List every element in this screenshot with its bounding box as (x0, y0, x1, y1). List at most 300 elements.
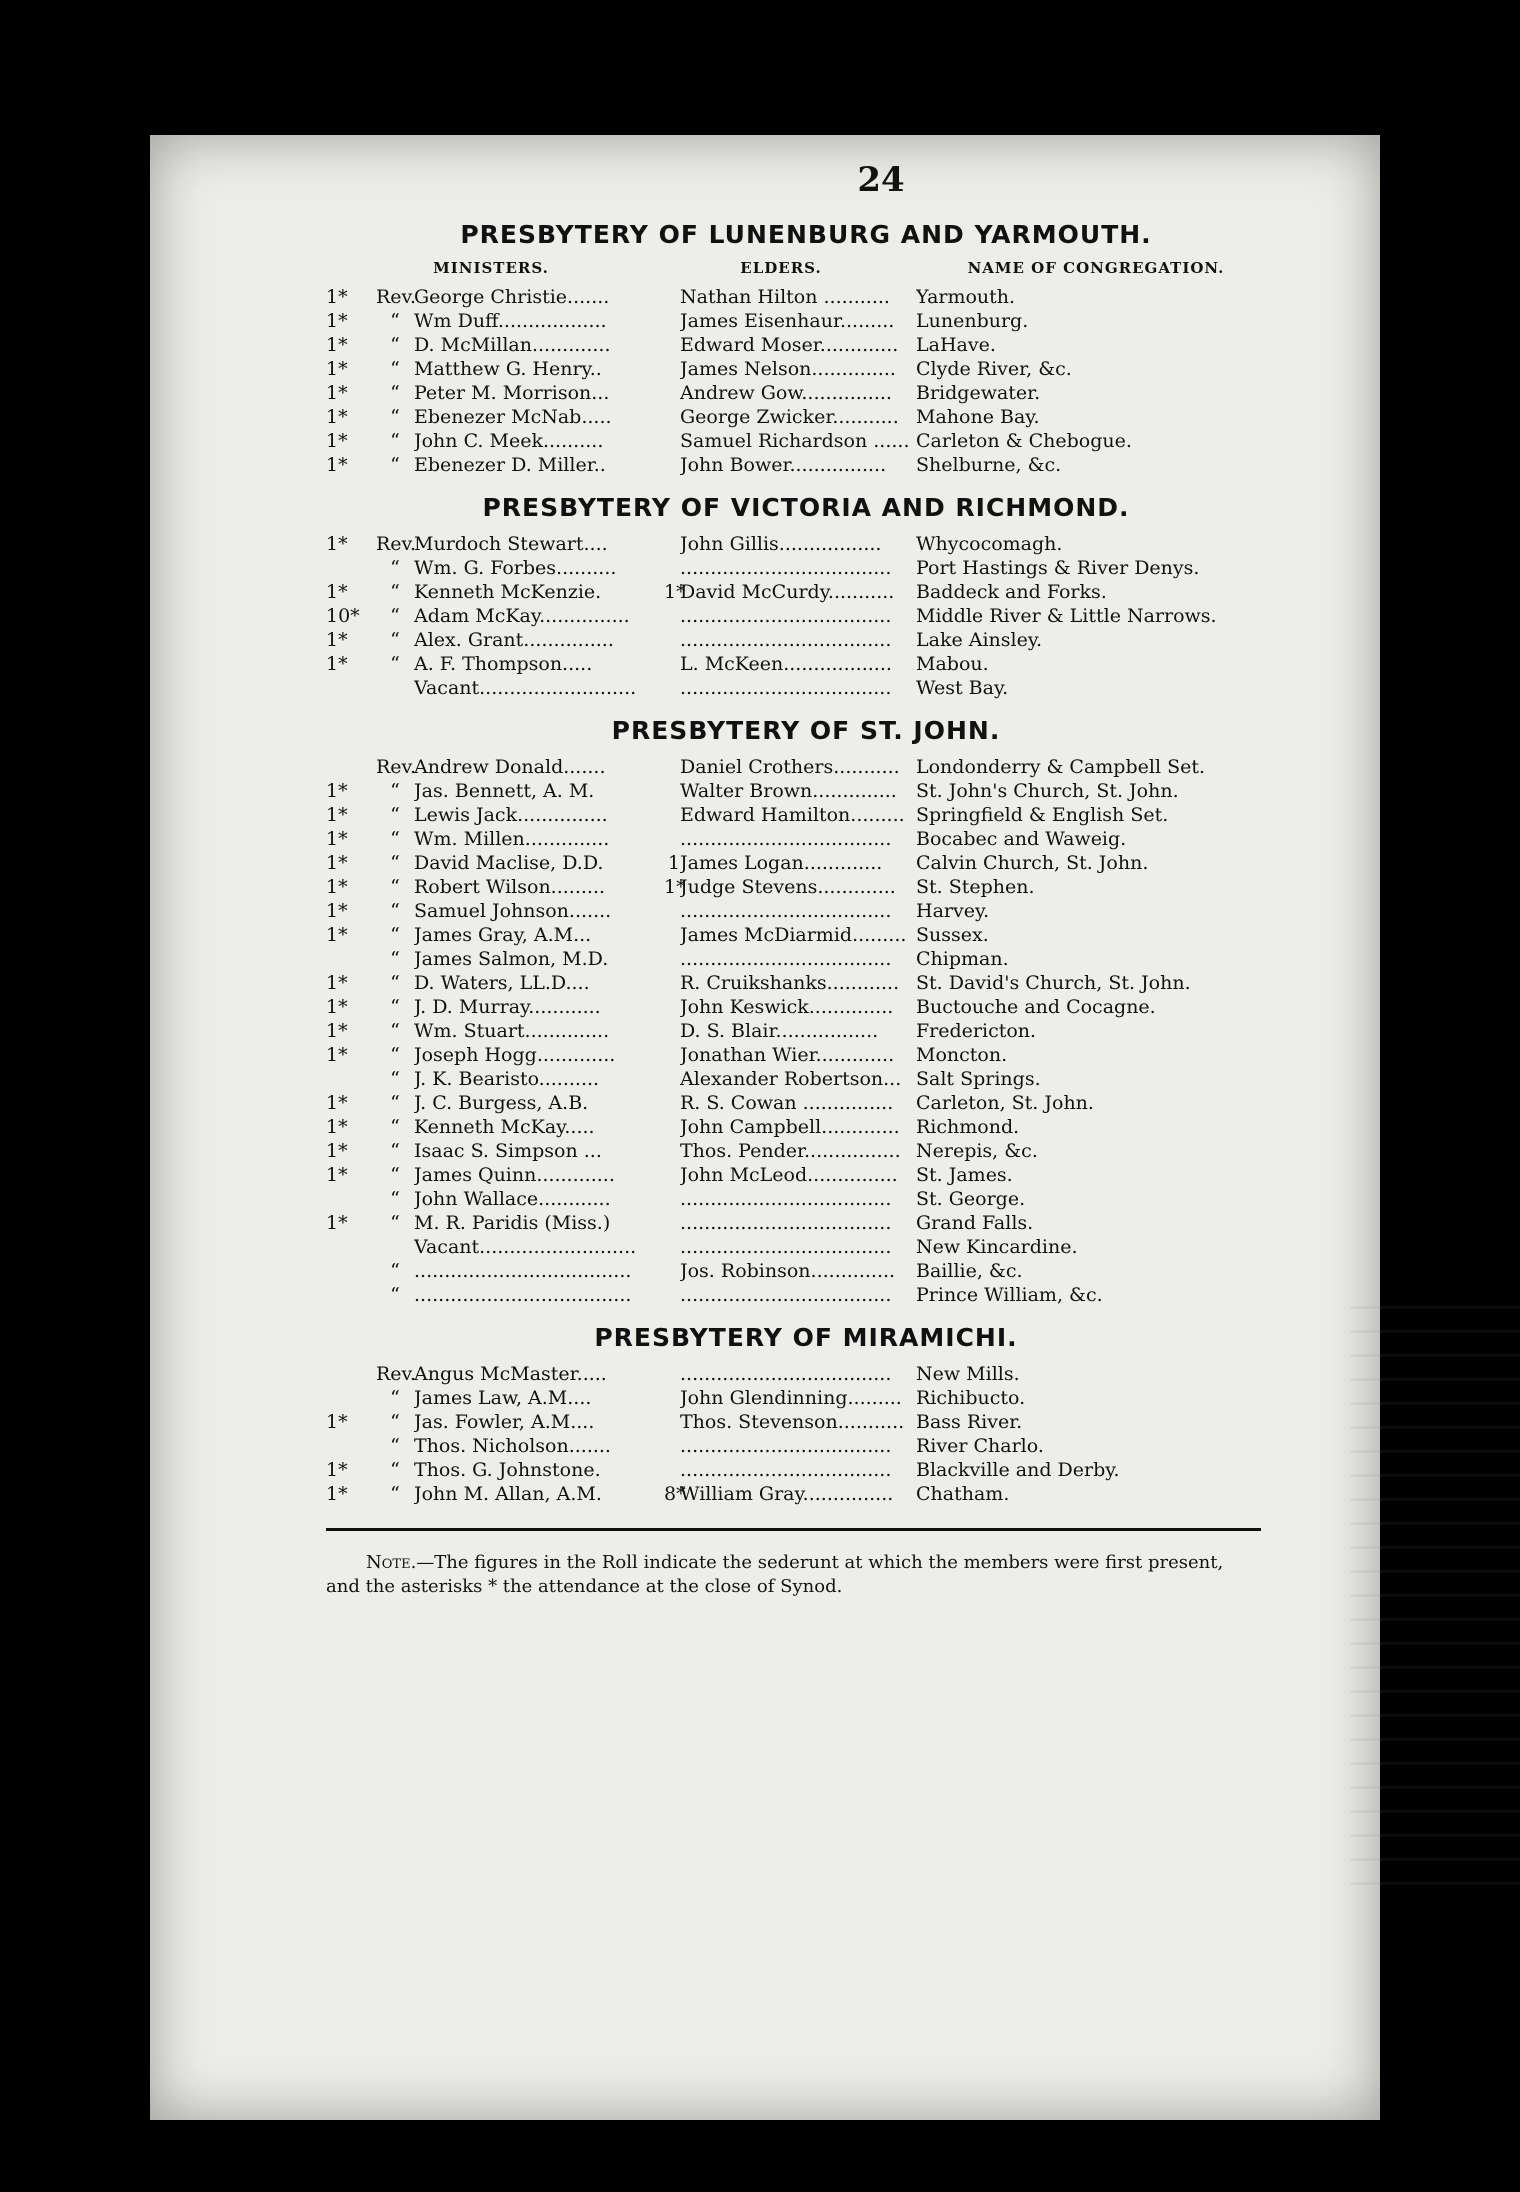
minister-name: Andrew Donald....... (414, 756, 606, 778)
elder-name: Edward Moser............. (680, 334, 899, 356)
elder-attendance-mark (664, 971, 680, 995)
minister-name: Murdoch Stewart.... (414, 533, 608, 555)
attendance-mark: 1* (326, 358, 348, 380)
congregation-name: Calvin Church, St. John. (916, 852, 1149, 874)
elder-attendance-mark (664, 1386, 680, 1410)
congregation-name: Bocabec and Waweig. (916, 828, 1127, 850)
roll-entry (326, 827, 1286, 851)
roll-entry (326, 1019, 1286, 1043)
footnote (326, 1551, 1261, 1599)
roll-entry (326, 381, 1286, 405)
minister-title: “ (390, 1411, 400, 1433)
elder-attendance-mark (664, 1211, 680, 1235)
minister-title: “ (390, 430, 400, 452)
minister-name: A. F. Thompson..... (414, 653, 593, 675)
congregation-name: Middle River & Little Narrows. (916, 605, 1217, 627)
minister-title: “ (390, 1188, 400, 1210)
roll-entry (326, 652, 1286, 676)
elder-attendance-mark (664, 429, 680, 453)
attendance-mark: 10* (326, 605, 360, 627)
roll-entry (326, 1362, 1286, 1386)
roll-entry (326, 971, 1286, 995)
minister-name: Vacant.......................... (414, 1236, 637, 1258)
congregation-name: Londonderry & Campbell Set. (916, 756, 1206, 778)
elder-name: ................................... (680, 1188, 892, 1210)
elder-name: James McDiarmid......... (680, 924, 907, 946)
roll-entry (326, 285, 1286, 309)
minister-name: .................................... (414, 1260, 632, 1282)
congregation-name: Port Hastings & River Denys. (916, 557, 1200, 579)
minister-title: “ (390, 900, 400, 922)
elders-header: ELDERS. (740, 259, 822, 277)
attendance-mark: 1* (326, 653, 348, 675)
attendance-mark: 1* (326, 972, 348, 994)
presbytery-sections (326, 220, 1286, 1506)
minister-title: “ (390, 454, 400, 476)
roll-entry (326, 1482, 1286, 1506)
minister-name: Wm. Millen.............. (414, 828, 610, 850)
attendance-mark (326, 1283, 376, 1307)
minister-name: Samuel Johnson....... (414, 900, 612, 922)
attendance-mark (326, 947, 376, 971)
minister-title: “ (390, 996, 400, 1018)
attendance-mark: 1* (326, 1411, 348, 1433)
elder-name: Alexander Robertson... (680, 1068, 902, 1090)
minister-name: Ebenezer McNab..... (414, 406, 612, 428)
elder-name: ................................... (680, 828, 892, 850)
minister-title: “ (390, 1068, 400, 1090)
attendance-mark: 1* (326, 1140, 348, 1162)
congregation-header: NAME OF CONGREGATION. (967, 259, 1225, 277)
minister-title: “ (390, 948, 400, 970)
roll-entry (326, 1067, 1286, 1091)
attendance-mark: 1* (326, 286, 348, 308)
attendance-mark: 1* (326, 334, 348, 356)
minister-name: M. R. Paridis (Miss.) (414, 1212, 611, 1234)
roll-entry (326, 1410, 1286, 1434)
elder-name: ................................... (680, 1459, 892, 1481)
congregation-name: Clyde River, &c. (916, 358, 1072, 380)
elder-attendance-mark (664, 309, 680, 333)
minister-title: “ (390, 828, 400, 850)
congregation-name: Prince William, &c. (916, 1284, 1103, 1306)
minister-title: “ (390, 557, 400, 579)
elder-name: John Campbell............. (680, 1116, 900, 1138)
congregation-name: Baddeck and Forks. (916, 581, 1107, 603)
roll-entry (326, 357, 1286, 381)
elder-attendance-mark (664, 1410, 680, 1434)
presbytery-title: PRESBYTERY OF ST. JOHN. (611, 716, 1001, 745)
congregation-name: Shelburne, &c. (916, 454, 1062, 476)
footnote-text: —The figures in the Roll indicate the sederunt at which the members were first present, and the asterisks * the attendance at the close of Synod. (326, 1552, 1224, 1597)
minister-name: James Quinn............. (414, 1164, 615, 1186)
congregation-name: Harvey. (916, 900, 990, 922)
congregation-name: St. James. (916, 1164, 1013, 1186)
minister-title: Rev. (376, 533, 417, 555)
roll-entry (326, 995, 1286, 1019)
elder-attendance-mark (664, 995, 680, 1019)
congregation-name: Springfield & English Set. (916, 804, 1169, 826)
minister-title: “ (390, 924, 400, 946)
minister-title (376, 676, 414, 700)
minister-name: Lewis Jack............... (414, 804, 608, 826)
minister-title: “ (390, 581, 400, 603)
attendance-mark: 1* (326, 1212, 348, 1234)
elder-attendance-mark (664, 1187, 680, 1211)
roll-entry (326, 899, 1286, 923)
footnote-label: Note. (366, 1552, 417, 1573)
roll-entry (326, 676, 1286, 700)
congregation-name: River Charlo. (916, 1435, 1044, 1457)
roll-entry (326, 851, 1286, 875)
roll-entry (326, 429, 1286, 453)
congregation-name: West Bay. (916, 677, 1009, 699)
attendance-mark: 1* (326, 804, 348, 826)
minister-name: Joseph Hogg............. (414, 1044, 616, 1066)
minister-title: “ (390, 358, 400, 380)
elder-name: Daniel Crothers........... (680, 756, 900, 778)
elder-attendance-mark (664, 652, 680, 676)
attendance-mark (326, 1386, 376, 1410)
elder-attendance-mark (664, 1434, 680, 1458)
elder-attendance-mark: 8* (664, 1483, 686, 1505)
roll-entry (326, 755, 1286, 779)
elder-attendance-mark (664, 923, 680, 947)
roll-entry (326, 1187, 1286, 1211)
roll-entry (326, 1163, 1286, 1187)
roll-entry (326, 803, 1286, 827)
minister-title: “ (390, 876, 400, 898)
attendance-mark (326, 1259, 376, 1283)
elder-attendance-mark (664, 357, 680, 381)
minister-title: “ (390, 1020, 400, 1042)
congregation-name: St. John's Church, St. John. (916, 780, 1179, 802)
elder-attendance-mark (664, 628, 680, 652)
presbytery-title: PRESBYTERY OF LUNENBURG AND YARMOUTH. (460, 220, 1152, 249)
minister-name: D. Waters, LL.D.... (414, 972, 590, 994)
minister-name: J. C. Burgess, A.B. (414, 1092, 589, 1114)
minister-title (376, 1235, 414, 1259)
minister-title: “ (390, 382, 400, 404)
elder-name: John McLeod............... (680, 1164, 898, 1186)
congregation-name: Salt Springs. (916, 1068, 1041, 1090)
congregation-name: New Mills. (916, 1363, 1020, 1385)
roll-entry (326, 1139, 1286, 1163)
minister-name: D. McMillan............. (414, 334, 611, 356)
roll-entry (326, 628, 1286, 652)
elder-name: James Nelson.............. (680, 358, 896, 380)
minister-name: Isaac S. Simpson ... (414, 1140, 602, 1162)
minister-title: “ (390, 780, 400, 802)
minister-name: J. D. Murray............ (414, 996, 601, 1018)
attendance-mark: 1* (326, 581, 348, 603)
presbytery-section (326, 1323, 1286, 1506)
attendance-mark: 1* (326, 996, 348, 1018)
elder-attendance-mark (664, 556, 680, 580)
attendance-mark: 1* (326, 1020, 348, 1042)
attendance-mark: 1* (326, 382, 348, 404)
congregation-name: Mabou. (916, 653, 989, 675)
roll-entry (326, 1091, 1286, 1115)
elder-name: Walter Brown.............. (680, 780, 897, 802)
attendance-mark (326, 1235, 376, 1259)
minister-title: “ (390, 1284, 400, 1306)
attendance-mark: 1* (326, 1459, 348, 1481)
attendance-mark: 1* (326, 1092, 348, 1114)
attendance-mark: 1* (326, 533, 348, 555)
minister-name: James Salmon, M.D. (414, 948, 609, 970)
roll-entry (326, 1259, 1286, 1283)
bleed-through-text (1350, 1285, 1520, 1885)
minister-title: “ (390, 804, 400, 826)
roll-entry (326, 779, 1286, 803)
elder-attendance-mark (664, 755, 680, 779)
attendance-mark: 1* (326, 780, 348, 802)
congregation-name: Carleton, St. John. (916, 1092, 1094, 1114)
elder-name: ................................... (680, 1435, 892, 1457)
elder-attendance-mark (664, 1139, 680, 1163)
congregation-name: Blackville and Derby. (916, 1459, 1120, 1481)
congregation-name: Whycocomagh. (916, 533, 1063, 555)
minister-title: “ (390, 1260, 400, 1282)
elder-attendance-mark (664, 381, 680, 405)
attendance-mark: 1* (326, 876, 348, 898)
minister-name: Thos. Nicholson....... (414, 1435, 611, 1457)
minister-name: Thos. G. Johnstone. (414, 1459, 601, 1481)
attendance-mark: 1* (326, 454, 348, 476)
congregation-name: Carleton & Chebogue. (916, 430, 1132, 452)
roll-entry (326, 604, 1286, 628)
congregation-name: Bridgewater. (916, 382, 1041, 404)
roll-entry (326, 875, 1286, 899)
roll-entry (326, 1235, 1286, 1259)
minister-title: “ (390, 1164, 400, 1186)
page-number: 24 (857, 160, 905, 200)
attendance-mark (326, 556, 376, 580)
roll-entry (326, 333, 1286, 357)
congregation-name: Richmond. (916, 1116, 1020, 1138)
attendance-mark (326, 1434, 376, 1458)
presbytery-section (326, 220, 1286, 477)
attendance-mark: 1* (326, 310, 348, 332)
roll-entry (326, 947, 1286, 971)
elder-name: John Keswick.............. (680, 996, 894, 1018)
presbytery-section (326, 493, 1286, 700)
minister-name: Wm. Stuart.............. (414, 1020, 610, 1042)
elder-name: Jonathan Wier............. (680, 1044, 895, 1066)
congregation-name: New Kincardine. (916, 1236, 1078, 1258)
elder-attendance-mark (664, 1283, 680, 1307)
elder-name: R. Cruikshanks............ (680, 972, 900, 994)
ministers-header: MINISTERS. (433, 259, 549, 277)
congregation-name: LaHave. (916, 334, 996, 356)
elder-attendance-mark (664, 1067, 680, 1091)
elder-attendance-mark (664, 1115, 680, 1139)
elder-name: Thos. Pender................ (680, 1140, 901, 1162)
elder-attendance-mark: 1* (664, 876, 686, 898)
minister-name: Angus McMaster..... (414, 1363, 607, 1385)
column-headers (326, 259, 1286, 277)
elder-attendance-mark (664, 1259, 680, 1283)
attendance-mark (326, 1067, 376, 1091)
congregation-name: Nerepis, &c. (916, 1140, 1038, 1162)
elder-name: Nathan Hilton ........... (680, 286, 890, 308)
roll-entry (326, 923, 1286, 947)
minister-name: Robert Wilson......... (414, 876, 606, 898)
elder-attendance-mark: 1* (664, 581, 686, 603)
congregation-name: St. Stephen. (916, 876, 1035, 898)
minister-name: James Law, A.M.... (414, 1387, 592, 1409)
minister-title: “ (390, 972, 400, 994)
attendance-mark (326, 755, 376, 779)
elder-attendance-mark (664, 405, 680, 429)
elder-attendance-mark (664, 676, 680, 700)
minister-name: Matthew G. Henry.. (414, 358, 602, 380)
elder-name: ................................... (680, 605, 892, 627)
elder-name: ................................... (680, 1363, 892, 1385)
elder-attendance-mark (664, 947, 680, 971)
minister-title: “ (390, 310, 400, 332)
attendance-mark: 1* (326, 629, 348, 651)
elder-attendance-mark (664, 803, 680, 827)
congregation-name: Sussex. (916, 924, 989, 946)
congregation-name: Mahone Bay. (916, 406, 1040, 428)
minister-name: Peter M. Morrison... (414, 382, 610, 404)
minister-name: Vacant.......................... (414, 677, 637, 699)
attendance-mark: 1* (326, 828, 348, 850)
attendance-mark (326, 1362, 376, 1386)
elder-attendance-mark (664, 899, 680, 923)
elder-name: D. S. Blair................. (680, 1020, 879, 1042)
roll-entry (326, 309, 1286, 333)
elder-name: John Glendinning......... (680, 1387, 902, 1409)
attendance-mark: 1* (326, 1164, 348, 1186)
minister-title: “ (390, 1212, 400, 1234)
roll-entry (326, 1283, 1286, 1307)
elder-attendance-mark (664, 1091, 680, 1115)
minister-name: Wm. G. Forbes.......... (414, 557, 617, 579)
elder-attendance-mark (664, 827, 680, 851)
minister-title: “ (390, 852, 400, 874)
minister-title: “ (390, 1483, 400, 1505)
minister-title: “ (390, 1092, 400, 1114)
presbytery-title: PRESBYTERY OF MIRAMICHI. (594, 1323, 1018, 1352)
minister-title: “ (390, 1459, 400, 1481)
roll-entry (326, 556, 1286, 580)
attendance-mark: 1* (326, 900, 348, 922)
elder-name: ................................... (680, 948, 892, 970)
attendance-mark: 1* (326, 852, 348, 874)
minister-name: David Maclise, D.D. (414, 852, 604, 874)
elder-name: Edward Hamilton......... (680, 804, 905, 826)
elder-name: Jos. Robinson.............. (680, 1260, 896, 1282)
minister-name: John C. Meek.......... (414, 430, 604, 452)
attendance-mark (326, 1187, 376, 1211)
elder-name: Andrew Gow............... (680, 382, 892, 404)
congregation-name: Lake Ainsley. (916, 629, 1043, 651)
elder-attendance-mark (664, 1235, 680, 1259)
minister-name: John M. Allan, A.M. (414, 1483, 602, 1505)
congregation-name: Chatham. (916, 1483, 1010, 1505)
minister-name: Jas. Fowler, A.M.... (414, 1411, 595, 1433)
elder-name: James Eisenhaur......... (680, 310, 895, 332)
presbytery-title: PRESBYTERY OF VICTORIA AND RICHMOND. (482, 493, 1130, 522)
roll-entry (326, 580, 1286, 604)
congregation-name: Buctouche and Cocagne. (916, 996, 1156, 1018)
roll-entry (326, 1115, 1286, 1139)
minister-name: .................................... (414, 1284, 632, 1306)
elder-attendance-mark (664, 532, 680, 556)
attendance-mark: 1* (326, 430, 348, 452)
elder-attendance-mark (664, 1163, 680, 1187)
minister-name: James Gray, A.M... (414, 924, 592, 946)
elder-name: James Logan............. (680, 852, 883, 874)
minister-title: “ (390, 1116, 400, 1138)
elder-attendance-mark: 1 (667, 852, 680, 874)
attendance-mark: 1* (326, 924, 348, 946)
minister-title: “ (390, 605, 400, 627)
congregation-name: Grand Falls. (916, 1212, 1034, 1234)
elder-name: ................................... (680, 557, 892, 579)
presbytery-section (326, 716, 1286, 1307)
elder-name: Samuel Richardson ...... (680, 430, 910, 452)
roll-entry (326, 405, 1286, 429)
attendance-mark: 1* (326, 1116, 348, 1138)
minister-title: Rev. (376, 286, 417, 308)
elder-name: Judge Stevens............. (680, 876, 896, 898)
minister-name: John Wallace............ (414, 1188, 611, 1210)
minister-title: “ (390, 1140, 400, 1162)
minister-title: “ (390, 406, 400, 428)
elder-attendance-mark (664, 1043, 680, 1067)
elder-name: ................................... (680, 629, 892, 651)
elder-name: William Gray............... (680, 1483, 894, 1505)
congregation-name: St. David's Church, St. John. (916, 972, 1191, 994)
divider-rule (326, 1528, 1261, 1531)
minister-name: Jas. Bennett, A. M. (414, 780, 595, 802)
minister-name: Kenneth McKay..... (414, 1116, 595, 1138)
roll-entry (326, 1211, 1286, 1235)
elder-name: ................................... (680, 677, 892, 699)
elder-attendance-mark (664, 333, 680, 357)
minister-title: “ (390, 653, 400, 675)
minister-title: “ (390, 1435, 400, 1457)
minister-name: J. K. Bearisto.......... (414, 1068, 600, 1090)
attendance-mark: 1* (326, 406, 348, 428)
minister-name: Adam McKay............... (414, 605, 630, 627)
congregation-name: Yarmouth. (916, 286, 1016, 308)
minister-title: “ (390, 334, 400, 356)
elder-name: R. S. Cowan ............... (680, 1092, 894, 1114)
minister-title: Rev. (376, 1363, 417, 1385)
congregation-name: Chipman. (916, 948, 1009, 970)
elder-name: David McCurdy........... (680, 581, 895, 603)
elder-name: George Zwicker........... (680, 406, 899, 428)
attendance-mark: 1* (326, 1044, 348, 1066)
minister-title: Rev. (376, 756, 417, 778)
congregation-name: Richibucto. (916, 1387, 1026, 1409)
minister-name: Alex. Grant............... (414, 629, 614, 651)
elder-attendance-mark (664, 604, 680, 628)
elder-name: ................................... (680, 1236, 892, 1258)
congregation-name: Lunenburg. (916, 310, 1029, 332)
page-content (326, 160, 1286, 1599)
elder-name: ................................... (680, 900, 892, 922)
elder-attendance-mark (664, 1362, 680, 1386)
roll-entry (326, 1043, 1286, 1067)
elder-attendance-mark (664, 453, 680, 477)
roll-entry (326, 453, 1286, 477)
